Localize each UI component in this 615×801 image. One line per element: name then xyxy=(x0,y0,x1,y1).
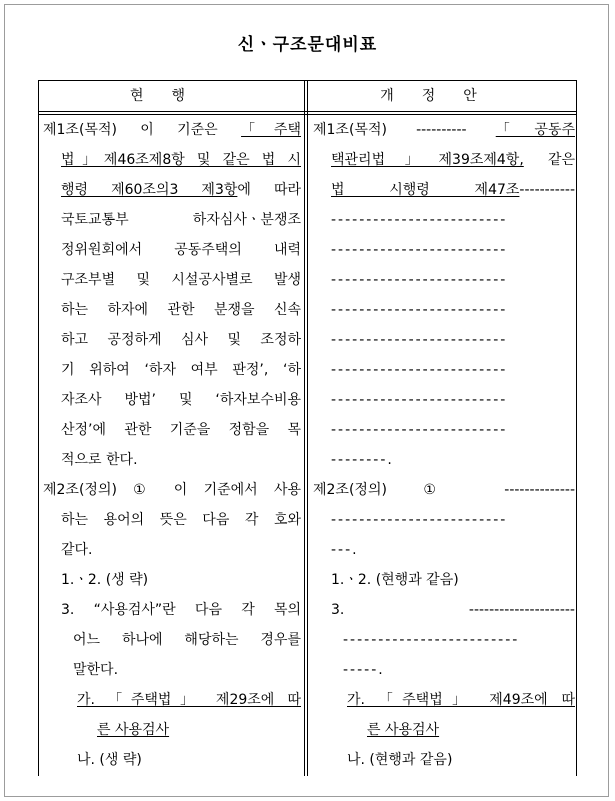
current-line: 어느 하나에 해당하는 경우를 xyxy=(73,632,301,648)
revised-decree-reference: 법 시행령 제47조 xyxy=(331,182,520,198)
revised-line: ------------------------- xyxy=(331,422,508,438)
revised-line xyxy=(313,115,575,145)
current-line: 같다. xyxy=(61,542,93,558)
revised-line: ------------------------- xyxy=(331,272,508,288)
current-line: 제2조(정의) ① 이 기준에서 사용 xyxy=(43,482,301,498)
revised-line xyxy=(313,145,575,175)
revised-line: 나. (현행과 같음) xyxy=(347,752,453,768)
current-law-reference: 법」제46조제8항 및 같은 법 시 xyxy=(61,152,301,168)
current-line: 1.ㆍ2. (생 략) xyxy=(61,572,149,588)
current-line: 나. (생 략) xyxy=(77,752,142,768)
current-line xyxy=(43,175,301,205)
revised-line xyxy=(313,715,575,745)
header-revised: 개정안 xyxy=(380,88,505,104)
revised-item-ga-cont: 른 사용검사 xyxy=(367,722,440,738)
header-current: 현행 xyxy=(129,88,214,104)
revised-article1-underlined: 「공동주 xyxy=(495,122,575,138)
current-line: 말한다. xyxy=(73,662,119,678)
revised-dashes: ----------- xyxy=(519,182,575,198)
current-line xyxy=(43,685,301,715)
current-line: 하는 용어의 뜻은 다음 각 호와 xyxy=(61,512,301,528)
comparison-table xyxy=(38,80,577,776)
current-decree-reference: 행령 제60조의3 제3항 xyxy=(61,182,238,198)
revised-line: 3. --------------------- xyxy=(331,602,575,618)
current-line-text: 에 따라 xyxy=(237,182,301,198)
revised-line xyxy=(313,175,575,205)
current-article1-text: 제1조(목적) 이 기준은 xyxy=(43,122,242,138)
revised-line: ------------------------- xyxy=(331,392,508,408)
current-line: 3. “사용검사”란 다음 각 목의 xyxy=(61,602,301,618)
revised-line: 제2조(정의) ① -------------- xyxy=(313,482,575,498)
current-line: 하는 하자에 관한 분쟁을 신속 xyxy=(61,302,301,318)
revised-line: ------------------------- xyxy=(343,632,520,648)
column-divider xyxy=(304,81,305,776)
header-rule xyxy=(39,111,576,112)
current-item-ga-cont: 른 사용검사 xyxy=(97,722,170,738)
current-line: 기 위하여 ‘하자 여부 판정’, ‘하 xyxy=(61,362,301,378)
current-line: 하고 공정하게 심사 및 조정하 xyxy=(61,332,301,348)
document-title: 신ㆍ구조문대비표 xyxy=(237,35,378,55)
revised-text-column xyxy=(313,115,575,775)
current-article1-underlined: 「주택 xyxy=(241,122,301,138)
revised-line: ------------------------- xyxy=(331,302,508,318)
current-line: 적으로 한다. xyxy=(61,452,138,468)
revised-article1-text: 제1조(목적) ---------- xyxy=(313,122,496,138)
current-line xyxy=(43,115,301,145)
revised-line: ------------------------- xyxy=(331,362,508,378)
revised-line: -----. xyxy=(343,662,385,678)
revised-line: ------------------------- xyxy=(331,332,508,348)
revised-line xyxy=(313,685,575,715)
current-line: 국토교통부 하자심사ㆍ분쟁조 xyxy=(61,212,301,228)
current-text-column xyxy=(43,115,301,775)
current-item-ga: 가. 「주택법」 제29조에 따 xyxy=(77,692,301,708)
revised-line-text: 같은 xyxy=(523,152,575,168)
current-line xyxy=(43,715,301,745)
revised-line: ------------------------- xyxy=(331,212,508,228)
revised-line: ------------------------- xyxy=(331,242,508,258)
current-line xyxy=(43,145,301,175)
column-divider-inner xyxy=(307,81,308,776)
revised-line: ------------------------- xyxy=(331,512,508,528)
revised-line: --------. xyxy=(331,452,394,468)
current-line: 정위원회에서 공동주택의 내력 xyxy=(61,242,301,258)
current-line: 산정’에 관한 기준을 정함을 목 xyxy=(61,422,301,438)
current-line: 구조부별 및 시설공사별로 발생 xyxy=(61,272,301,288)
revised-line: ---. xyxy=(331,542,359,558)
current-line: 자조사 방법’ 및 ‘하자보수비용 xyxy=(61,392,301,408)
revised-item-ga: 가. 「주택법」 제49조에 따 xyxy=(347,692,575,708)
revised-line: 1.ㆍ2. (현행과 같음) xyxy=(331,572,459,588)
revised-law-reference: 택관리법」제39조제4항, xyxy=(331,152,524,168)
